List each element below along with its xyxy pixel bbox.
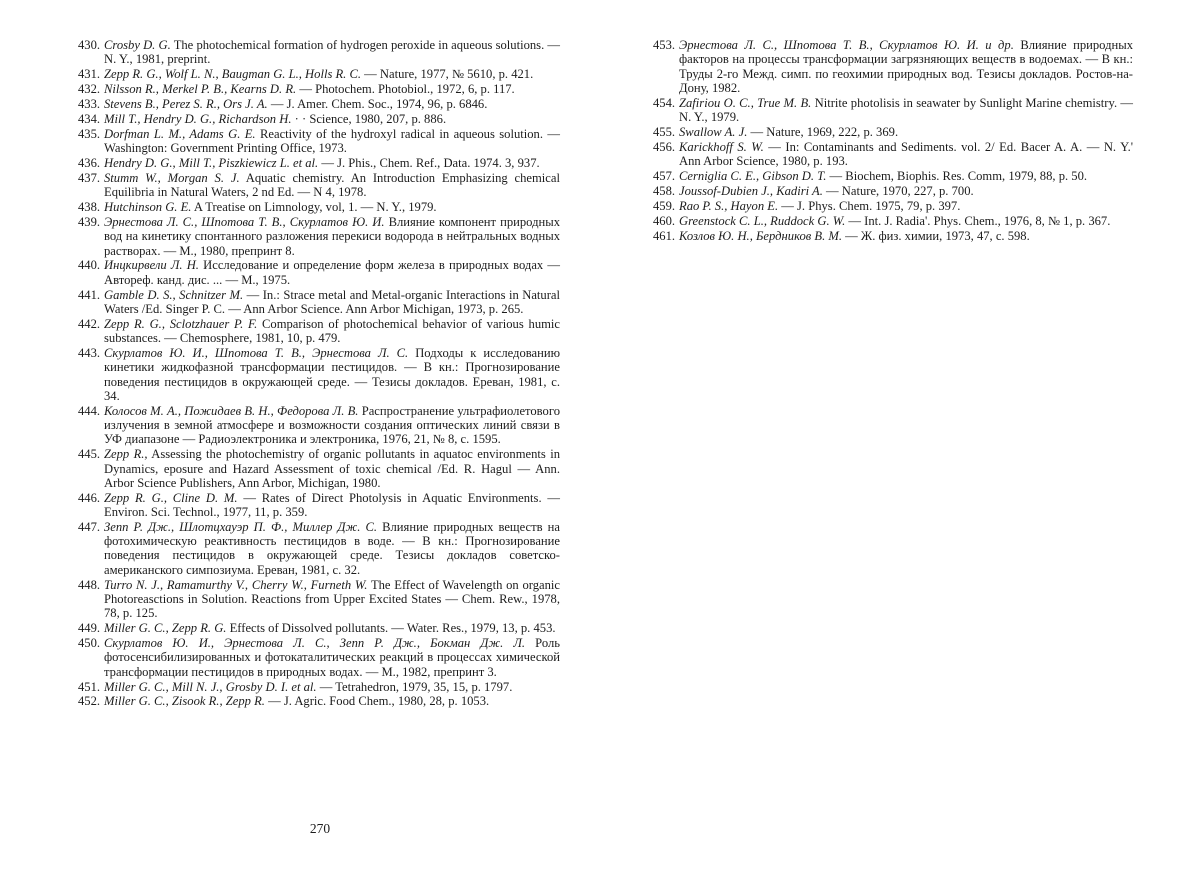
reference-text: Aquatic chemistry. An Introduction Emphasizing chemical Equilibria in Natural Waters, 2 nd Ed. — N 4, 1978. [104,170,560,200]
reference-text: Роль фотосенсибилизированных и фотокаталитических реакций в процессах химической трансформации пестицидов в природных водах. — М., 1982, препринт 3. [104,636,561,679]
reference-authors: Скурлатов Ю. И., Эрнестова Л. С., Зепп Р. Дж., Бокман Дж. Л. [104,636,526,651]
reference-entry [653,125,1133,139]
reference-authors: Zafiriou O. C., True M. B. [679,95,812,110]
reference-entry [653,96,1133,125]
reference-entry [653,140,1133,169]
reference-text: — J. Agric. Food Chem., 1980, 28, p. 1053. [264,694,490,709]
reference-text: — J. Phis., Chem. Ref., Data. 1974. 3, 937. [318,155,540,170]
reference-number: 431. [78,67,101,82]
reference-authors: Эрнестова Л. С., Шпотова Т. В., Скурлатов Ю. И. и др. [679,38,1014,52]
reference-text: Comparison of photochemical behavior of various humic substances. — Chemosphere, 1981, 10, p. 479. [104,316,560,346]
reference-entry [78,578,560,621]
reference-text: The photochemical formation of hydrogen peroxide in aqueous solutions. — N. Y., 1981, preprint. [104,38,560,67]
reference-number: 430. [78,38,101,52]
reference-authors: Инцкирвели Л. Н. [104,258,199,273]
reference-text: Reactivity of the hydroxyl radical in aqueous solution. — Washington: Government Printing Office, 1973. [104,126,560,156]
reference-number: 437. [78,170,101,185]
reference-text: · · Science, 1980, 207, p. 886. [291,111,447,126]
reference-entry [78,171,560,200]
reference-text: — Nature, 1970, 227, p. 700. [822,183,974,198]
reference-entry [78,288,560,317]
reference-number: 436. [78,155,101,170]
reference-text: — Tetrahedron, 1979, 35, 15, p. 1797. [316,679,513,694]
reference-entry [78,404,560,447]
reference-authors: Zepp R. G., Wolf L. N., Baugman G. L., Holls R. C. [104,67,362,82]
reference-authors: Зепп Р. Дж., Шлотцхауэр П. Ф., Миллер Дж. С. [104,519,378,534]
reference-entry [653,169,1133,183]
reference-authors: Rao P. S., Hayon E. [679,198,779,213]
reference-text: — Photochem. Photobiol., 1972, 6, p. 117. [296,82,515,97]
reference-authors: Zepp R. G., Cline D. M. [104,490,238,505]
reference-authors: Karickhoff S. W. [679,139,764,154]
reference-entry [78,621,560,635]
reference-number: 448. [78,577,101,592]
reference-authors: Stumm W., Morgan S. J. [104,170,240,185]
reference-entry [78,38,560,67]
reference-authors: Miller G. C., Mill N. J., Grosby D. I. et al. [104,679,317,694]
reference-authors: Скурлатов Ю. И., Шпотова Т. В., Эрнестова Л. С. [104,345,409,360]
reference-entry [653,184,1133,198]
reference-number: 432. [78,82,101,97]
reference-text: Распространение ультрафиолетового излучения в земной атмосфере и возможности создания оптических линий связи в УФ диапазоне — Радиоэлектроника и электроника, 1976, 21, № 8, с. 1595. [104,403,560,447]
reference-text: — Ж. физ. химии, 1973, 47, с. 598. [842,228,1030,243]
right-column [653,38,1133,244]
reference-entry [78,200,560,214]
reference-authors: Nilsson R., Merkel P. B., Kearns D. R. [104,82,297,97]
reference-text: Nitrite photolisis in seawater by Sunlight Marine chemistry. — N. Y., 1979. [679,95,1133,125]
reference-number: 444. [78,403,101,418]
reference-authors: Stevens B., Perez S. R., Ors J. A. [104,96,268,111]
reference-authors: Greenstock C. L., Ruddock G. W. [679,213,846,228]
reference-text: — In.: Strace metal and Metal-organic Interactions in Natural Waters /Ed. Singer P. C. — Ann Arbor Science. Ann Arbor Michigan, 1973, p. 265. [104,287,560,316]
reference-entry [78,67,560,81]
reference-authors: Козлов Ю. Н., Бердников В. М. [679,228,843,243]
reference-entry [78,97,560,111]
reference-entry [78,156,560,170]
reference-number: 455. [653,124,676,139]
reference-entry [78,694,560,708]
reference-text: — J. Phys. Chem. 1975, 79, p. 397. [778,198,961,213]
reference-authors: Gamble D. S., Schnitzer M. [104,287,244,302]
reference-number: 459. [653,198,676,213]
reference-number: 433. [78,96,101,111]
reference-number: 451. [78,679,101,694]
reference-number: 458. [653,183,676,198]
reference-text: — In: Contaminants and Sediments. vol. 2/ Ed. Baсer A. A. — N. Y.' Ann Arbor Science, 1980, p. 193. [679,139,1133,169]
reference-number: 445. [78,447,101,462]
reference-number: 441. [78,287,101,302]
reference-authors: Turro N. J., Ramamurthy V., Cherry W., Furneth W. [104,577,368,592]
reference-text: Assessing the photochemistry of organic pollutants in aquatoc environments in Dynamics, eposure and Hazard Assessment of toxic chemical /Ed. R. Hagul — Ann. Arbor Science Publishers, Ann Arbor, Michigan, 1980. [104,447,560,490]
reference-text: — Rates of Direct Photolysis in Aquatic Environments. — Environ. Sci. Technol., 1977, 11, p. 359. [104,490,560,519]
reference-text: — Nature, 1969, 222, p. 369. [747,124,899,139]
reference-entry [653,38,1133,95]
reference-text: The Effect of Wavelength on organic Photoreasctions in Solution. Reactions from Upper Excited States — Chem. Rew., 1978, 78, p. 125. [104,577,560,621]
reference-text: A Treatise on Limnology, vol, 1. — N. Y., 1979. [191,200,437,215]
reference-text: — Biochem, Biophis. Res. Comm, 1979, 88, p. 50. [826,169,1088,184]
reference-text: Исследование и определение форм железа в природных водах — Автореф. канд. дис. ... — М., 1975. [104,258,560,287]
reference-text: Подходы к исследованию кинетики жидкофазной трансформации пестицидов. — В кн.: Прогнозирование поведения пестицидов в окружающей среде. — Тезисы докладов. Ереван, 1981, с. 34. [104,345,560,403]
left-column [78,38,560,709]
reference-entry [78,112,560,126]
reference-number: 460. [653,213,676,228]
reference-authors: Hendry D. G., Mill T., Piszkiewicz L. et al. [104,155,319,170]
reference-authors: Hutchinson G. E. [104,200,192,215]
reference-entry [78,636,560,679]
reference-authors: Joussof-Dubien J., Kadiri A. [679,183,823,198]
reference-authors: Эрнестова Л. С., Шпотова Т. В., Скурлатов Ю. И. [104,214,385,229]
reference-number: 453. [653,38,676,52]
reference-number: 438. [78,200,101,215]
reference-authors: Zepp R. G., Sclotzhauer P. F. [104,316,258,331]
reference-entry [78,346,560,403]
reference-number: 435. [78,126,101,141]
reference-text: — Int. J. Radia'. Phys. Chem., 1976, 8, № 1, p. 367. [845,213,1111,228]
reference-entry [78,491,560,520]
reference-authors: Crosby D. G. [104,38,171,52]
reference-entry [78,258,560,287]
reference-number: 439. [78,214,101,229]
reference-entry [653,214,1133,228]
reference-number: 454. [653,95,676,110]
reference-entry [78,127,560,156]
reference-number: 434. [78,111,101,126]
reference-text: Влияние природных веществ на фотохимическую реактивность пестицидов в воде. — В кн.: Прогнозирование поведения пестицидов в окружающей среде. Тезисы докладов советско-американского симпозиума. Ереван, 1981, с. 32. [104,519,560,577]
reference-number: 446. [78,490,101,505]
reference-text: — J. Amer. Chem. Soc., 1974, 96, p. 6846. [267,96,488,111]
reference-entry [653,199,1133,213]
reference-number: 456. [653,139,676,154]
reference-entry [78,520,560,577]
reference-number: 440. [78,258,101,273]
reference-text: Влияние природных факторов на процессы трансформации загрязняющих веществ в водоемах. — В кн.: Труды 2-го Межд. симп. по геохимии природных вод. Тезисы докладов. Ростов-на-Дону, 1982. [679,38,1134,95]
reference-entry [78,680,560,694]
reference-authors: Cerniglia C. E., Gibson D. T. [679,169,827,184]
reference-number: 452. [78,694,101,709]
reference-entry [78,447,560,490]
reference-text: Effects of Dissolved pollutants. — Water. Res., 1979, 13, p. 453. [226,621,556,636]
reference-number: 450. [78,636,101,651]
reference-authors: Swallow A. J. [679,124,748,139]
reference-entry [78,82,560,96]
reference-entry [78,317,560,346]
reference-authors: Zepp R., [104,447,148,462]
reference-number: 457. [653,169,676,184]
reference-entry [653,229,1133,243]
reference-authors: Dorfman L. M., Adams G. E. [104,126,256,141]
reference-number: 447. [78,519,101,534]
reference-authors: Колосов М. А., Пожидаев В. Н., Федорова Л. В. [104,403,359,418]
reference-number: 461. [653,228,676,243]
page-number: 270 [309,821,331,836]
reference-authors: Miller G. C., Zepp R. G. [104,621,227,636]
reference-authors: Mill T., Hendry D. G., Richardson H. [104,111,292,126]
reference-text: — Nature, 1977, № 5610, p. 421. [361,67,534,82]
reference-number: 443. [78,345,101,360]
reference-entry [78,215,560,258]
reference-number: 449. [78,621,101,636]
reference-number: 442. [78,316,101,331]
reference-authors: Miller G. C., Zisook R., Zepp R. [104,694,265,709]
reference-text: Влияние компонент природных вод на кинетику спонтанного разложения перекиси водорода в нейтральных водных растворах. — М., 1980, препринт 8. [104,214,560,258]
